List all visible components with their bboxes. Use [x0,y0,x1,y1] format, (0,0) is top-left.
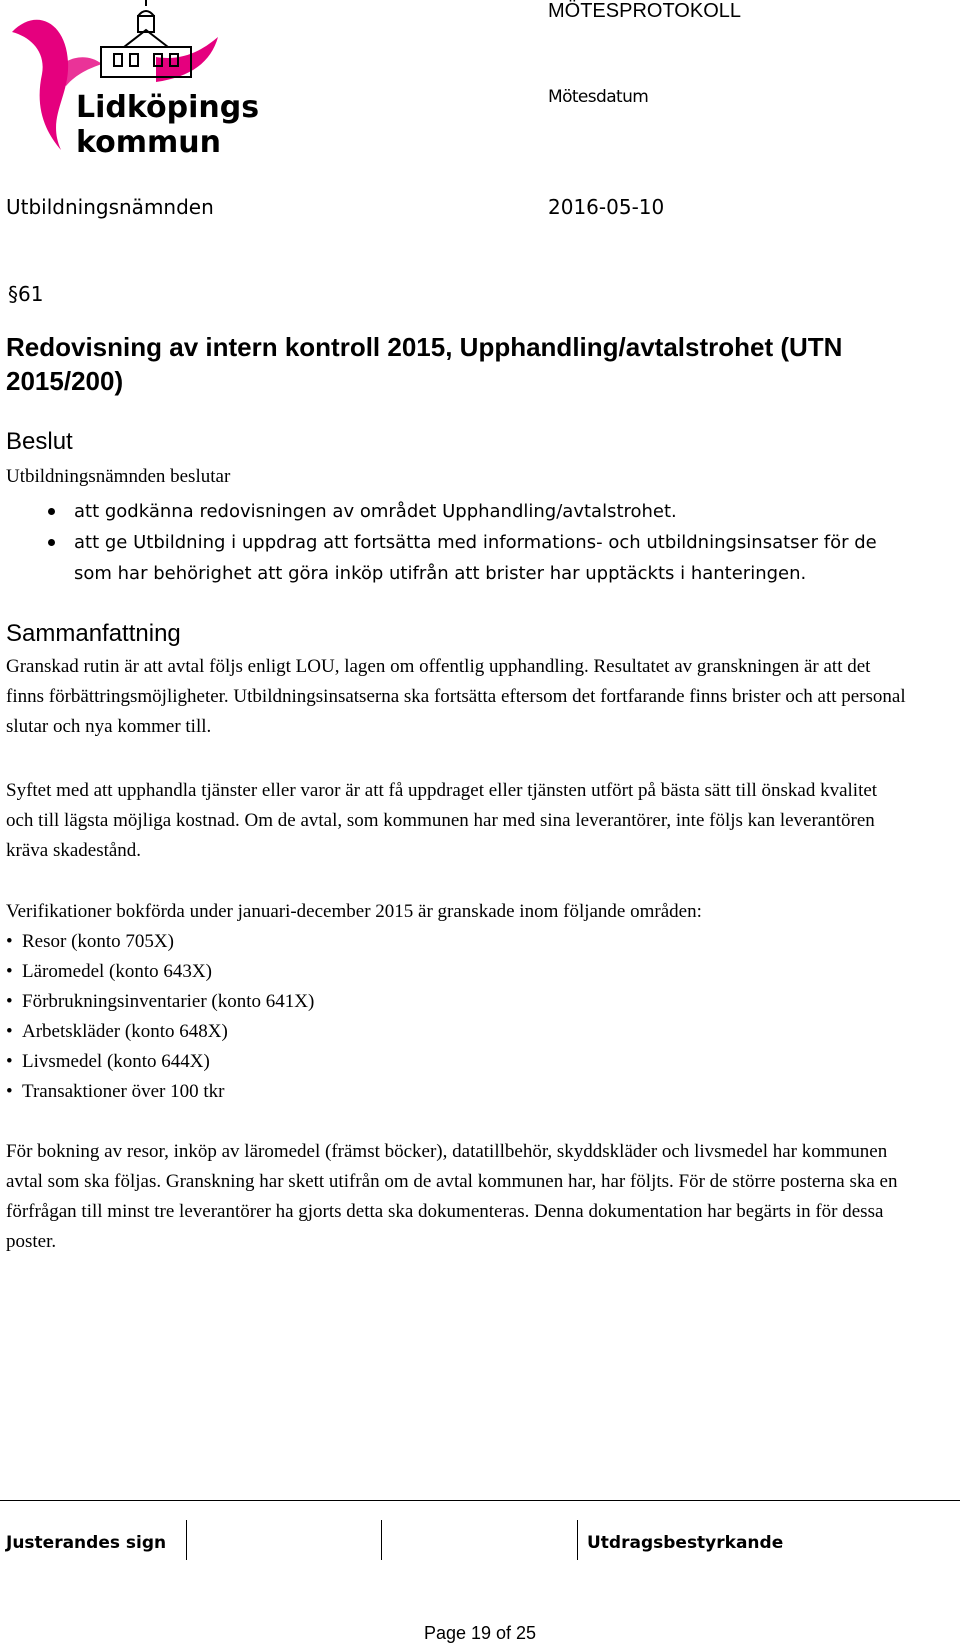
utdragsbestyrkande-label: Utdragsbestyrkande [587,1533,784,1553]
meeting-date-label: Mötesdatum [548,87,649,107]
lidkoping-logo [6,2,260,162]
area-item: • Livsmedel (konto 644X) [6,1047,314,1077]
page-number: Page 19 of 25 [423,1623,537,1643]
summary-text: Granskad rutin är att avtal följs enligt LOU, lagen om offentlig upphandling. Resultatet av granskningen är att det finns förbättringsmöjligheter. Utbildningsinsatserna ska fortsätta eftersom det fortfarande finns brister och att personal slutar och nya kommer till. [6,656,906,737]
areas-intro: Verifikationer bokförda under januari-december 2015 är granskade inom följande områden: [6,901,702,922]
bullet-icon [48,508,55,515]
svg-text:Lidköpings: Lidköpings [76,90,260,125]
signature-field-separator [577,1520,578,1560]
area-item: • Resor (konto 705X) [6,927,314,957]
decision-item [6,496,906,527]
decision-heading: Beslut [6,428,73,455]
signature-field-separator [381,1520,382,1560]
area-list [6,927,314,1107]
decision-item-text: att ge Utbildning i uppdrag att fortsätta med informations- och utbildningsinsatser för de som har behörighet att göra inköp utifrån att brister har upptäckts i hanteringen. [74,532,877,584]
decision-item-text: att godkänna redovisningen av området Upphandling/avtalstrohet. [74,501,677,522]
summary-heading: Sammanfattning [6,620,181,647]
area-item: • Transaktioner över 100 tkr [6,1077,314,1107]
document-type: MÖTESPROTOKOLL [548,0,742,22]
meeting-date: 2016-05-10 [548,195,665,219]
justerandes-sign-label: Justerandes sign [6,1533,167,1553]
area-item: • Förbrukningsinventarier (konto 641X) [6,987,314,1017]
svg-text:kommun: kommun [76,125,221,160]
purpose-text: Syftet med att upphandla tjänster eller varor är att få uppdraget eller tjänsten utfört på bästa sätt till önskad kvalitet och till lägsta möjliga kostnad. Om de avtal, som kommunen har med sina leverantörer, inte följs kan leverantören kräva skadestånd. [6,780,878,861]
signature-field-separator [186,1520,187,1560]
area-item: • Arbetskläder (konto 648X) [6,1017,314,1047]
decision-item [6,527,906,589]
committee-name: Utbildningsnämnden [6,195,214,219]
bullet-icon [48,539,55,546]
booking-text: För bokning av resor, inköp av läromedel (främst böcker), datatillbehör, skyddskläder och livsmedel har kommunen avtal som ska följas. Granskning har skett utifrån om de avtal kommunen har, har följts. För de större posterna ska en förfrågan till minst tre leverantörer ha gjorts detta ska dokumenteras. Denna dokumentation har begärts in för dessa poster. [6,1141,898,1252]
item-title: Redovisning av intern kontroll 2015, Upphandling/avtalstrohet (UTN 2015/200) [6,332,843,396]
decision-intro: Utbildningsnämnden beslutar [6,466,231,487]
paragraph-number: §61 [8,282,44,306]
footer-divider [0,1500,960,1501]
decision-list [6,496,906,589]
area-item: • Läromedel (konto 643X) [6,957,314,987]
